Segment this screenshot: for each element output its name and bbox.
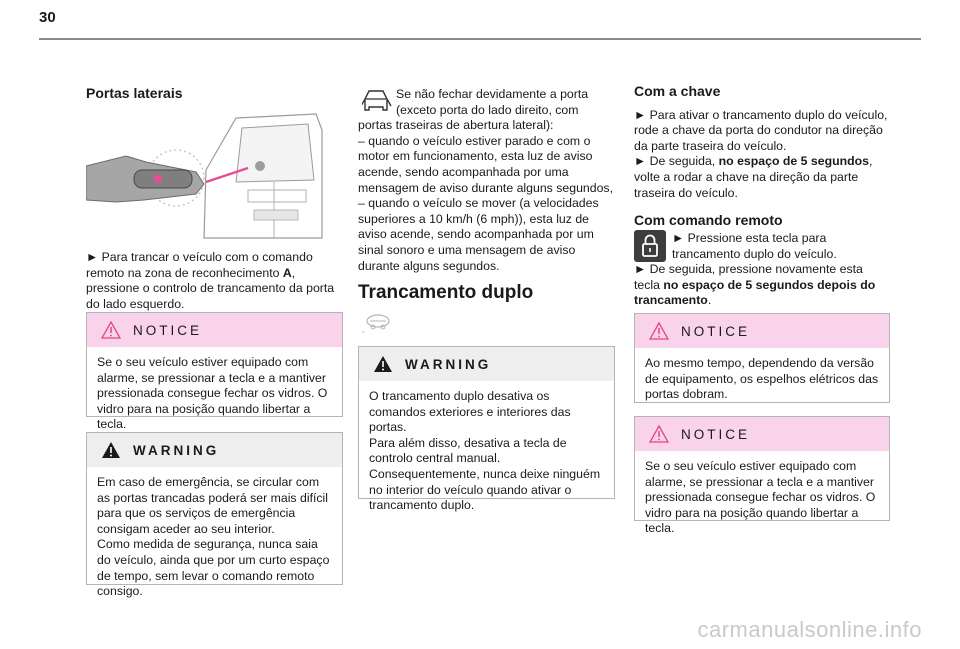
remote-text-a: ► De seguida, pressione novamente esta tecla (634, 262, 863, 292)
section-heading-remote: Com comando remoto (634, 212, 783, 229)
notice-title: NOTICE (681, 426, 751, 442)
remote-instruction-1: ► Pressione esta tecla para trancamento duplo do veículo. (672, 231, 837, 261)
notice-body: Se o seu veículo estiver equipado com alarme, se pressionar a tecla e a mantiver pressionada consegue fechar os vidros. O vidro para na posição quando libertar a tecla. (645, 459, 876, 536)
warning-triangle-icon (101, 441, 121, 459)
section-heading-double-locking: Trancamento duplo (358, 282, 534, 303)
door-warning-intro-1: Se não fechar devidamente a porta (396, 87, 589, 101)
warning-title: WARNING (133, 442, 220, 458)
watermark: carmanualsonline.info (697, 617, 922, 642)
warning-triangle-icon (373, 355, 393, 373)
door-warning-bullet: – quando o veículo estiver parado e com o motor em funcionamento, esta luz de aviso acende, sendo acompanhada por uma mensagem de aviso durante alguns segundos, (358, 133, 613, 195)
warning-line: Como medida de segurança, nunca saia do veículo, ainda que por um curto espaço de tempo, sem levar o comando remoto consigo. (97, 537, 330, 599)
instruction-text-b: , pressione o controlo de trancamento da porta do lado esquerdo. (86, 265, 335, 311)
page-number: 30 (39, 9, 56, 26)
instruction-text-a: ► Para trancar o veículo com o comando remoto na zona de reconhecimento (86, 250, 313, 280)
warning-title: WARNING (405, 356, 492, 372)
warning-line: Em caso de emergência, se circular com as portas trancadas poderá ser mais difícil para que os serviços de emergência consigam aceder ao seu interior. (97, 475, 329, 536)
key-text-b: , volte a rodar a chave na direção da parte traseira do veículo. (634, 154, 873, 200)
warning-line: O trancamento duplo desativa os comandos exteriores e interiores das portas. (369, 389, 571, 435)
notice-box-col3-2 (634, 416, 890, 536)
notice-header (635, 314, 889, 348)
warning-header (87, 433, 342, 467)
column-1 (86, 86, 342, 102)
column-1-text (86, 250, 342, 312)
warning-header (359, 347, 614, 381)
notice-body: Se o seu veículo estiver equipado com alarme, se pressionar a tecla e a mantiver pressionada consegue fechar os vidros. O vidro para na posição quando libertar a tecla. (97, 355, 328, 432)
column-2 (358, 87, 614, 274)
remote-text-bold: no espaço de 5 segundos depois do trancamento (634, 277, 876, 308)
warning-body (359, 381, 614, 522)
notice-body: Ao mesmo tempo, dependendo da versão de equipamento, os espelhos elétricos das portas dobram. (645, 356, 879, 402)
key-text-bold: no espaço de 5 segundos (718, 154, 869, 169)
side-doors-instruction (86, 250, 342, 312)
key-instruction-1: ► Para ativar o trancamento duplo do veículo, rode a chave da porta do condutor na direção da parte traseira do veículo. (634, 107, 888, 153)
notice-header (87, 313, 342, 347)
door-warning-bullet: – quando o veículo se mover (a velocidades superiores a 10 km/h (6 mph)), esta luz de aviso acende, sendo acompanhada por um sinal sonoro e uma mensagem de aviso durante alguns segundos. (358, 196, 599, 273)
side-door-lock-illustration (86, 110, 324, 240)
notice-title: NOTICE (133, 322, 203, 338)
notice-box-col1 (86, 312, 343, 432)
notice-title: NOTICE (681, 323, 751, 339)
section-heading-side-doors: Portas laterais (86, 85, 183, 101)
zone-label: A (282, 265, 292, 280)
warning-box-col2 (358, 346, 615, 513)
key-text-a: ► De seguida, (634, 154, 719, 169)
warning-line: Para além disso, desativa a tecla de controlo central manual. (369, 435, 567, 466)
notice-box-col3-1 (634, 313, 890, 403)
caution-triangle-icon (649, 322, 669, 340)
column-3 (634, 84, 892, 229)
column-3-remote (634, 231, 892, 309)
warning-line: Consequentemente, nunca deixe ninguém no interior do veículo quando ativar o trancamento duplo. (369, 466, 601, 513)
header-rule (39, 38, 921, 40)
section-heading-with-key: Com a chave (634, 83, 721, 99)
warning-body (87, 467, 342, 608)
warning-box-col1 (86, 432, 343, 599)
door-warning-intro-2: (exceto porta do lado direito, com portas traseiras de abertura lateral): (358, 102, 579, 133)
notice-header (635, 417, 889, 451)
vehicle-badge-icon (360, 312, 394, 334)
remote-text-b: . (707, 293, 712, 308)
remote-instruction-2 (634, 262, 892, 309)
key-instruction-2 (634, 154, 892, 201)
caution-triangle-icon (649, 425, 669, 443)
caution-triangle-icon (101, 321, 121, 339)
